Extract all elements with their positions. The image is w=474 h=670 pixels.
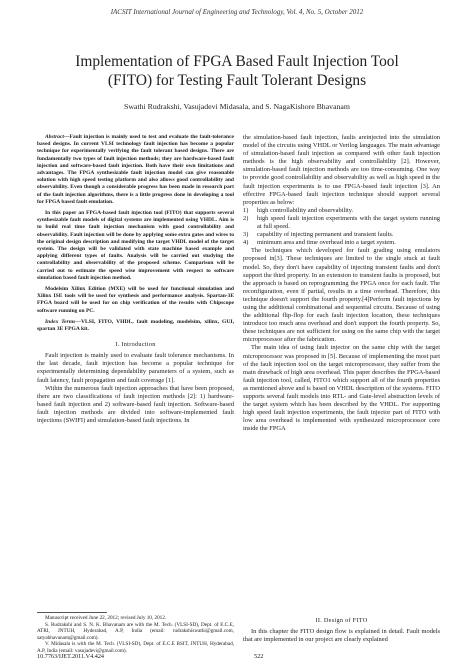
page-number: 522 [254,653,264,660]
index-terms [37,319,234,333]
paper-title-line-1: Implementation of FPGA Based Fault Injection Tool [75,53,399,70]
paper-authors: Swathi Rudrakshi, Vasujadevi Midasala, and S. NagaKishore Bhavanam [124,102,350,111]
section-2-paragraph: In this chapter the FITO design flow is explained in detail. Fault models that are implemented in our project are clearly explained [243,628,440,644]
right-paragraph-1: the simulation-based fault injection, faults areinjected into the simulation model of the circuits using VHDL or Verilog languages. The main advantage of simulation-based fault injection as compared with other fault injection methods is the high observability and controllability [2]. However, simulation-based fault injection methods are too time-consuming. One way to provide good controllability and observability as well as high speed in the fault injection experiments is to use FPGA-based fault injection [3]. An effective FPGA-based fault injection technique should support several properties as below: [243,134,440,206]
footnote-authors-1: S. Rudrakshi and S. N. K. Bhavanam are with the M. Tech. (VLSI-SD), Dept. of E.C.E, ATRI, JNTUH, Hyderabad, A.P, India (email: rudrakshiswathi@gmail.com, satyabhavanam@gmail.com). [37,621,234,641]
section-heading-introduction: I. Introduction [115,341,156,349]
index-terms-text: —VLSI, FITO, VHDL, fault modeling, modelsim, xilinx, GUI, spartan 3E FPGA kit. [37,318,234,333]
list-item: 2) high speed fault injection experiments with the target system running at full speed. [243,214,440,231]
paper-title-line-2: (FITO) for Testing Fault Tolerant Designs [107,72,367,89]
left-column [37,134,234,425]
section-2 [243,609,440,644]
journal-header: IACSIT International Journal of Engineering and Technology, Vol. 4, No. 5, October 2012 [110,8,364,16]
abstract-paragraph-1 [37,134,234,206]
footnote-manuscript: Manuscript received June 22, 2012; revised July 10, 2012. [45,615,167,621]
abstract-text-1: —Fault injection is mainly used to test and evaluate the fault-tolerance based designs. In current VLSI technology fault injection has become a popular technique for experimentally verifying the fault tolerant based designs. There are fundamentally two types of fault injection methods; they are hardware-based fault injection and software-based fault injection. Both have their own limitations and advantages. The FPGA synthesizable fault injection model can give reasonable solution with high speed testing platform and also allows good controllability and observability. Even though a considerable progress has been made in research part of the fault injection algorithms, there is a little progress done in developing a tool for FPGA based fault emulation. [37,134,234,205]
right-paragraph-3: The main idea of using fault injector on the same chip with the target microprocessor was proposed in [5]. Because of implementing the most part of the fault injection tool on the target microprocessor, they suffer from the main drawback of high area overhead. This paper describes the FPGA-based fault injection tool, called, FITO1 which support all of the fourth properties as mentioned above and is based on VHDL description of the systems. FITO supports several fault models into RTL- and Gate-level abstraction levels of the target system which has been described by the VHDL. For supporting high speed fault injection experiments, the fault injector part of FITO with low area overhead is implemented with synthesized microprocessor core inside the FPGA [243,344,440,433]
footnote-authors-2: V. Midasala is with the M. Tech. (VLSI-SD), Dept. of E.C.E BSIT, JNTUH, Hyderabad, A.P, India (email: vasujadevi@gmail.com). [37,641,234,654]
properties-list [243,207,440,247]
intro-paragraph-2: Within the numerous fault injection approaches that have been proposed, there are two classifications of fault injection methods [2]: 1) hardware-based fault injection and 2) software-based fault injection. Software-based fault injection methods are divided into software-implemented fault injections (SWIFI) and simulation-based fault injections. In [37,384,234,425]
right-column [243,134,440,433]
abstract-label: Abstract [45,134,64,140]
footnote-rule [37,612,107,613]
list-item: 1) high controllability and observability. [243,206,354,214]
abstract-paragraph-2: In this paper an FPGA-based fault injection tool (FITO) that supports several synthesizable fault models of digital systems are implemented using VHDL. Aim is to build real time fault injection mechanism with good controllability and observability. Fault injection will be done by applying some extra gates and wires to the original design description and modifying the target VHDL model of the target system. The design will be validated with state machine based example and applying different types of faults. Analysis will be carried out studying the controllability and observability of the proposed scheme. Comparison will be carried out to estimate the speed wise improvement with respect to software simulation based fault injection method. [37,210,234,281]
list-item: 4) minimum area and time overhead into a target system. [243,239,396,247]
abstract-paragraph-3: Modelsim Xilinx Edition (MXE) will be used for functional simulation and Xilinx ISE tools will be used for synthesis and performance analysis. Spartan-3E FPGA board will be used for on chip verification of the results with Chipscope software running on PC. [37,286,234,314]
index-terms-label: Index Terms [45,318,76,325]
paper-title [20,52,454,90]
right-paragraph-2: The techniques which developed for fault grading using emulators proposed in[3]. These techniques are limited to the single stuck at fault model. So, they don't have capability of injecting transient faults and don't support the third property. In an extension to transient faults is proposed, but the approach is based on reprogramming the FPGA once for each fault. The reconfiguration, even if partial, results in a time overhead. Therefore, this technique doesn't support the fourth property.[4]Perform fault injections by using the additional combinational and sequential circuits. Because of using the additional flip-flop for each fault injection location, these techniques introduce too much area overhead and don't support the fourth property. So, these techniques are not sufficient for using on the same chip with the target microprocessor after the fabrication. [243,247,440,344]
footnotes [37,615,234,655]
list-item: 3) capability of injecting permanent and transient faults. [243,231,394,239]
intro-paragraph-1: Fault injection is mainly used to evaluate fault tolerance mechanisms. In the last decade, fault injection has become a popular technique for experimentally determining dependability parameters of a system, such as fault latency, fault propagation and fault coverage [1]. [37,352,234,384]
section-heading-design-of-fito: II. Design of FITO [315,617,368,624]
doi-footer: 10.7763/IJET.2011.V4.424 [37,653,105,660]
